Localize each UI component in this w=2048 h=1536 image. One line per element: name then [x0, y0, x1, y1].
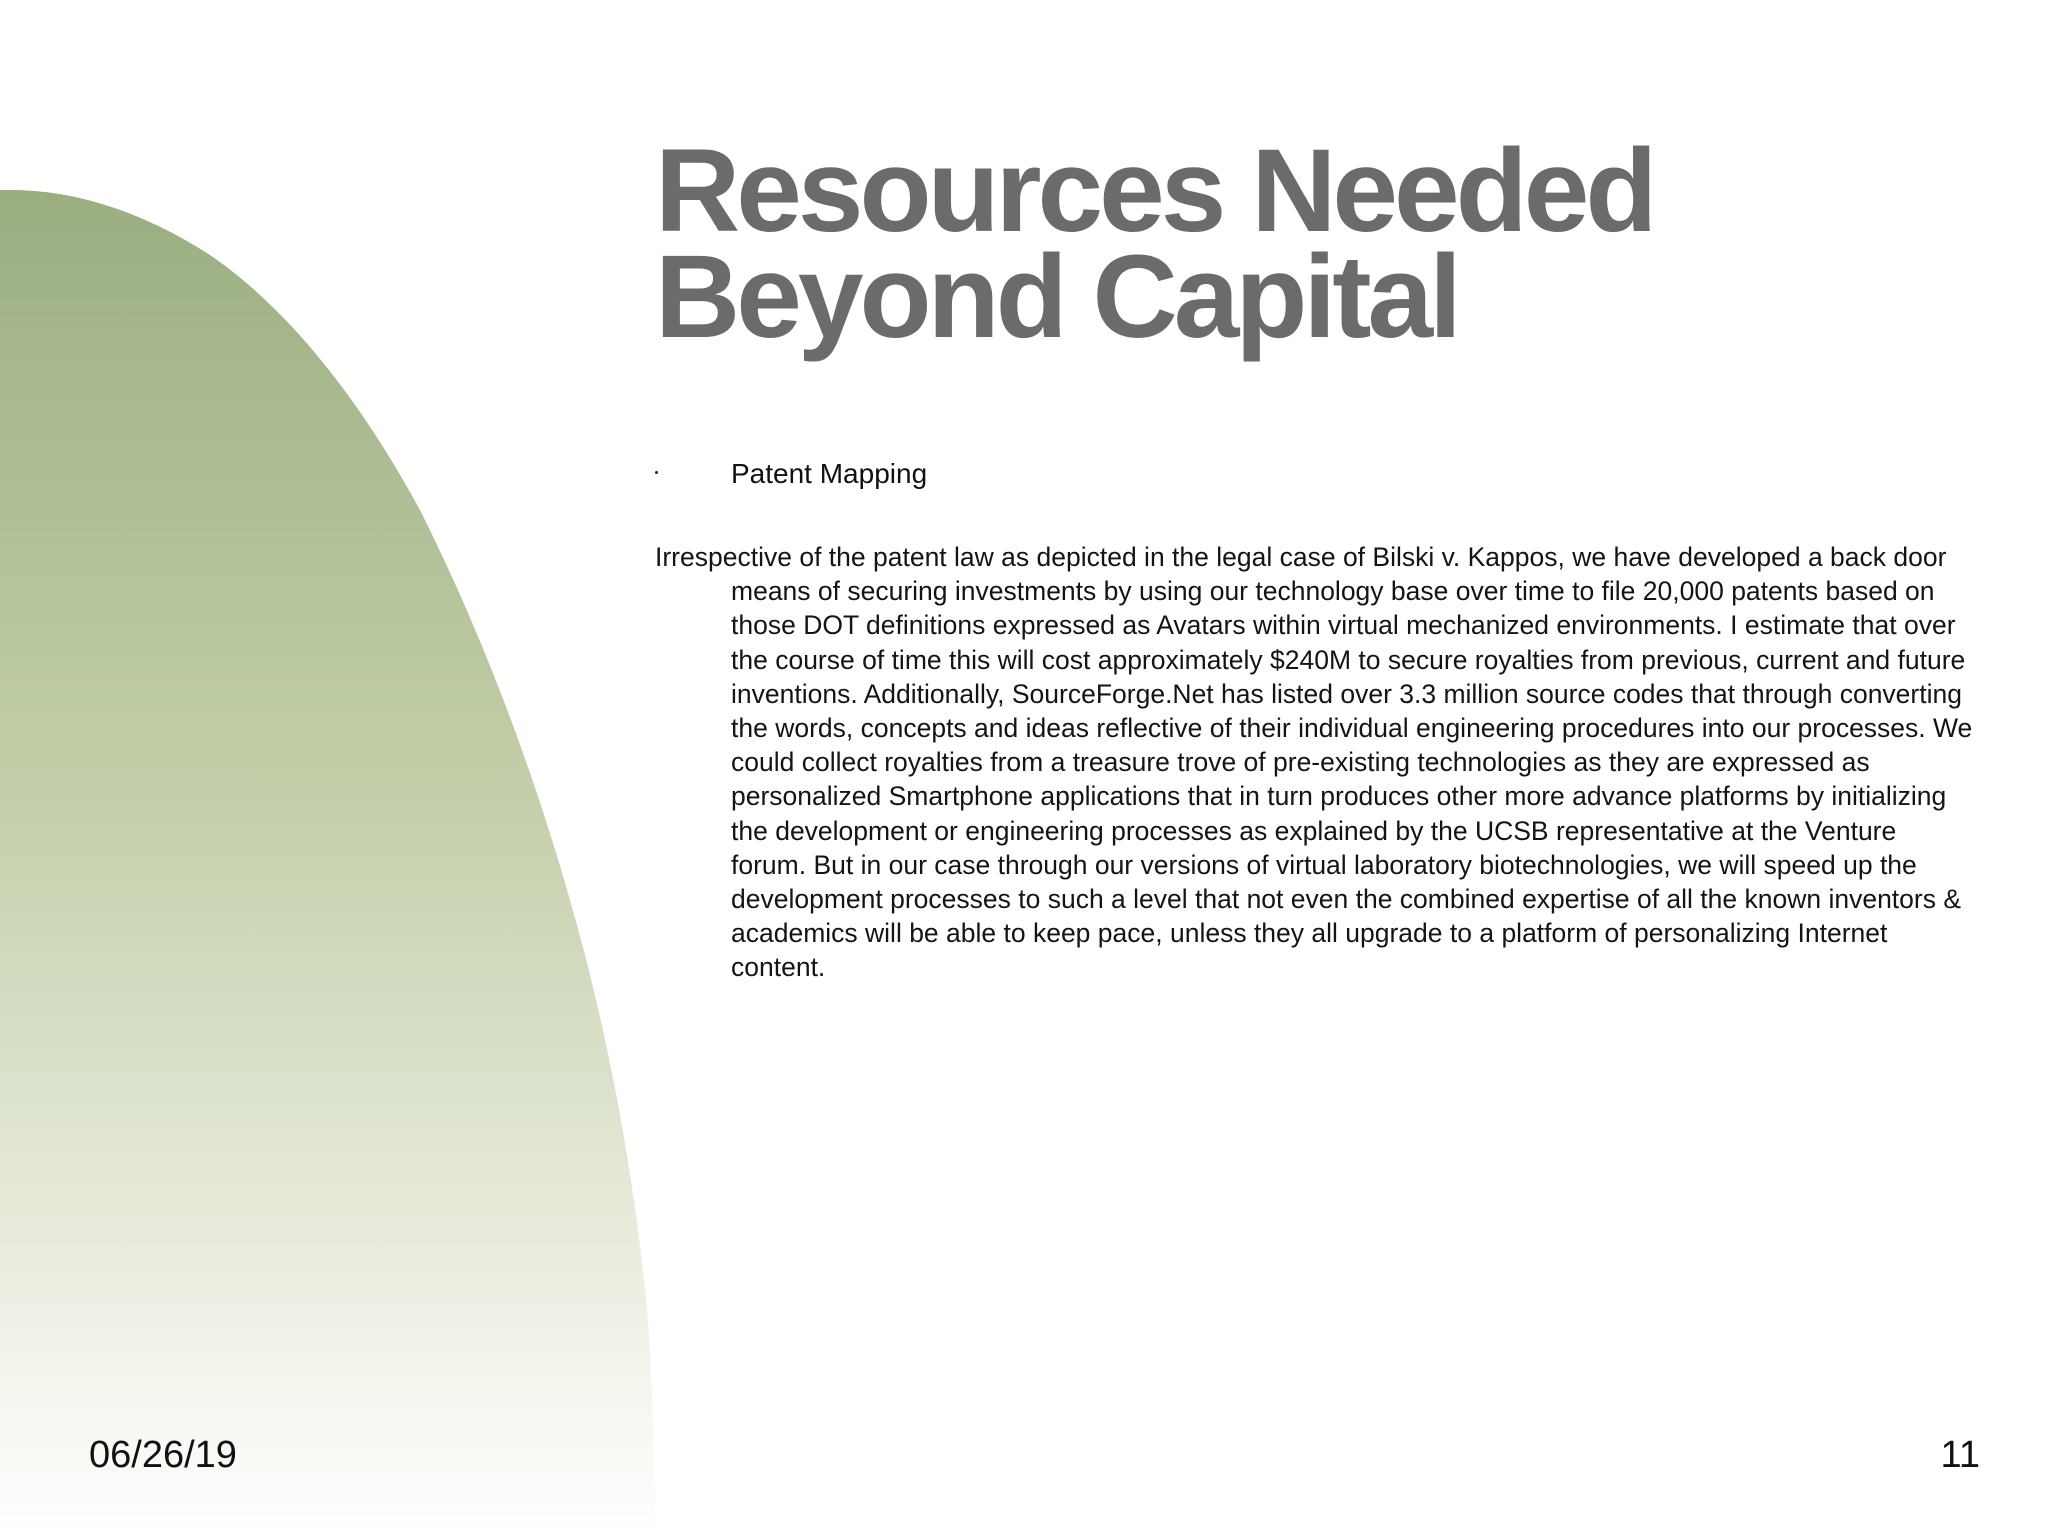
- body-paragraph: Irrespective of the patent law as depicted in the legal case of Bilski v. Kappos, we have developed a back door means of securing investments by using our technology base over time to file 20,000 patents based on those DOT definitions expressed as Avatars within virtual mechanized environments. I estimate that over the course of time this will cost approximately $240M to secure royalties from previous, current and future inventions. Additionally, SourceForge.Net has listed over 3.3 million source codes that through converting the words, concepts and ideas reflective of their individual engineering procedures into our processes. We could collect royalties from a treasure trove of pre-existing technologies as they are expressed as personalized Smartphone applications that in turn produces other more advance platforms by initializing the development or engineering processes as explained by the UCSB representative at the Venture forum. But in our case through our versions of virtual laboratory biotechnologies, we will speed up the development processes to such a level that not even the combined expertise of all the known inventors & academics will be able to keep pace, unless they all upgrade to a platform of personalizing Internet content.: [655, 542, 1973, 983]
- slide-title-line-1: Resources Needed: [655, 125, 1654, 257]
- footer-date: 06/26/19: [89, 1434, 237, 1476]
- slide-title-line-2: Beyond Capital: [655, 231, 1458, 363]
- page-number: 11: [1940, 1434, 1980, 1476]
- bullet-text: Patent Mapping: [731, 458, 928, 489]
- slide-title: [655, 125, 1955, 363]
- green-arc-shape: [0, 190, 655, 1536]
- bullet-dot-icon: [655, 471, 658, 474]
